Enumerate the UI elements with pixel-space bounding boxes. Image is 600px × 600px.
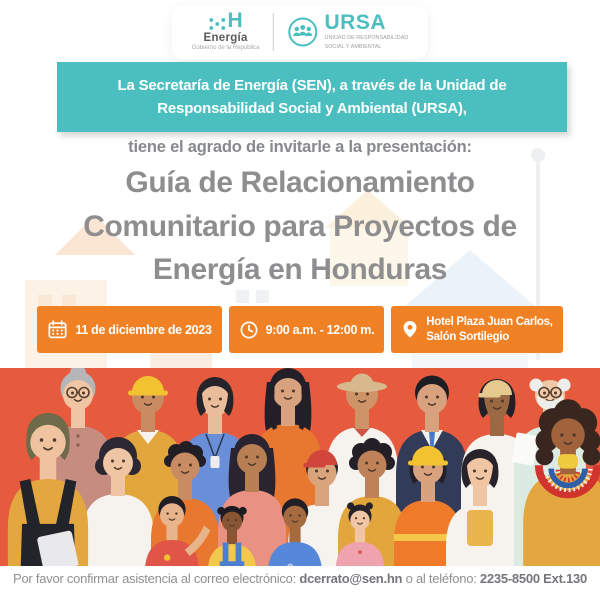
- event-title: [0, 161, 600, 292]
- event-title-line-3: Energía en Honduras: [152, 253, 448, 286]
- energia-logo-tagline: Gobierno de la República: [191, 44, 260, 51]
- energia-logo-mark: [209, 9, 243, 32]
- rsvp-prefix: Por favor confirmar asistencia al correo electrónico:: [13, 571, 300, 586]
- event-time-label: 9:00 a.m. - 12:00 m.: [265, 322, 375, 337]
- energia-logo-name: Energía: [203, 31, 248, 44]
- community-crowd-illustration: [0, 368, 600, 566]
- organizer-banner-line-1: La Secretaría de Energía (SEN), a través de la Unidad de: [117, 76, 507, 94]
- event-title-line-2: Comunitario para Proyectos de: [83, 209, 517, 243]
- ursa-logo: [286, 12, 408, 51]
- organizer-banner: [57, 62, 567, 132]
- event-time-box: [229, 306, 385, 353]
- location-pin-icon: [401, 319, 419, 340]
- event-venue-line-2: Salón Sortilegio: [426, 330, 510, 343]
- organizer-banner-line-2: Responsabilidad Social y Ambiental (URSA),: [157, 100, 467, 117]
- ursa-emblem-icon: [286, 16, 318, 48]
- clock-icon: [239, 320, 259, 340]
- energia-h-letter: H: [227, 9, 243, 32]
- ursa-logo-tagline-2: SOCIAL Y AMBIENTAL: [324, 44, 382, 51]
- rsvp-connector: o al teléfono:: [402, 571, 480, 586]
- logo-divider: [272, 13, 273, 51]
- event-venue-box: [391, 306, 562, 353]
- event-date-box: [37, 306, 221, 353]
- event-title-line-1: Guía de Relacionamiento: [125, 166, 475, 199]
- event-venue-label: [426, 315, 552, 344]
- energia-logo: [191, 9, 260, 51]
- rsvp-phone: 2235-8500 Ext.130: [479, 571, 587, 586]
- lead-in-text: tiene el agrado de invitarle a la presentación:: [128, 138, 472, 156]
- rsvp-email: dcerrato@sen.hn: [299, 571, 403, 586]
- event-date-label: 11 de diciembre de 2023: [75, 322, 212, 337]
- calendar-icon: [47, 319, 68, 340]
- energia-dots-icon: [209, 17, 226, 31]
- event-info-bar: [0, 306, 600, 353]
- ursa-logo-tagline-1: UNIDAD DE RESPONSABILIDAD: [324, 35, 409, 42]
- rsvp-footer: [0, 571, 600, 586]
- logo-card: [172, 5, 428, 60]
- ursa-logo-name: URSA: [324, 11, 386, 35]
- event-venue-line-1: Hotel Plaza Juan Carlos,: [426, 316, 553, 329]
